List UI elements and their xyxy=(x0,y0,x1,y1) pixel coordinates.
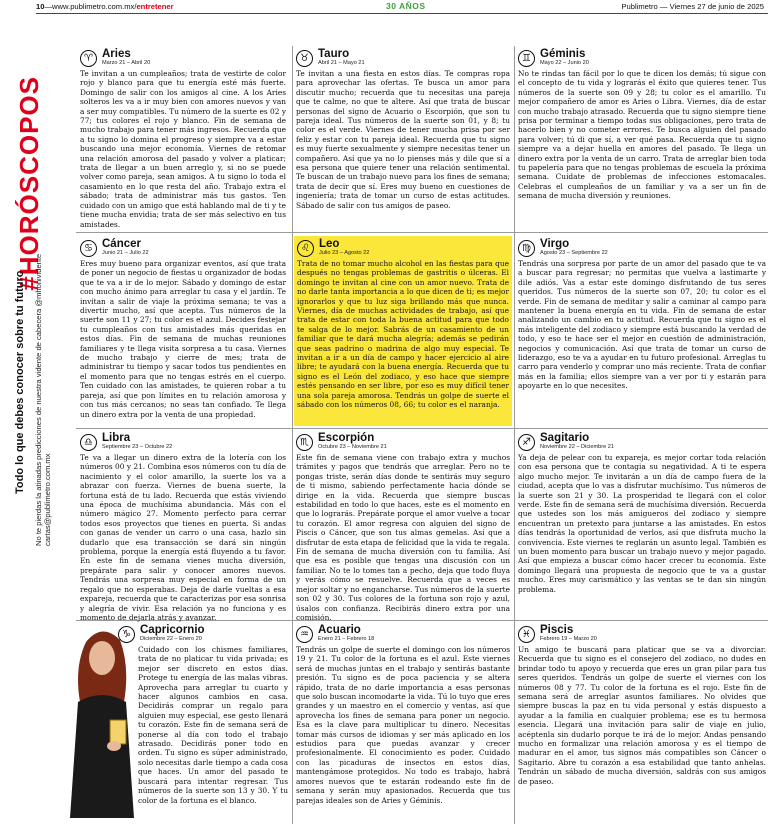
sign-text: No te rindas tan fácil por lo que te dicen los demás; tú sigue con el concepto de tu vida y lograrás el éxito que quieres tener. Tus números de la suerte son 09 y 28; tu color es el amarillo. Tu mejor compañero de amor es Aries o Libra. Viernes, día de estar con mucho trabajo atrasado. Recuerda que tu signo siempre tiene prisa por terminar a tiempo todas sus obligaciones, pero trata de hacerlo bien y no cometer errores. Te busca alguien del pasado para volver; tú di que sí, a ver qué pasa. Recuerda que tu signo siempre va a dejar huella en amores del pasado. Te llega un dinero extra por la venta de un carro. Trata de arreglar bien toda tu papelería para que no tengas problemas de escuela la próxima semana. Cuídate de problemas de infecciones estomacales. Celebras el cumpleaños de un familiar y va a ser un fin de semana de mucha diversión y reuniones. xyxy=(518,69,766,201)
sign-dates: Enero 21 – Febrero 18 xyxy=(318,636,375,642)
sign-dates: Abril 21 – Mayo 21 xyxy=(318,60,365,66)
sign-name: Capricornio xyxy=(140,624,205,636)
sign-card-aries xyxy=(80,48,286,228)
sign-card-piscis xyxy=(518,624,766,824)
sign-header xyxy=(518,238,766,258)
sign-header xyxy=(518,432,766,452)
sign-text: Te va a llegar un dinero extra de la lotería con los números 00 y 21. Combina esos números con tu día de nacimiento y el color amarillo, la suerte los va a abrazar con fuerza. Viernes de buena suerte, la fortuna está de tu lado. Recuerda que estás viviendo una época de muchísima abundancia. Más con el número mágico 27. Momento perfecto para cerrar todos esos proyectos que tienes en puerta. Si andas con ganas de vender un carro o una casa, hazlo sin dudarlo que esa transacción se dará sin ningún problema, porque la energía está fluyendo a tu favor. En este fin de semana vienes mucha diversión, prepárate para salir y conocer amores nuevos. Tendrás una sorpresa muy especial en forma de un regalo que no esperabas. Deja de darle vueltas a esa expareja, recuerda que te caracterizas por esa sonrisa y alegría de vivir. Esa relación ya no funciona y es momento de dejarla atrás y avanzar. xyxy=(80,453,286,622)
row-divider xyxy=(76,232,768,233)
sagittarius-icon: ♐ xyxy=(518,434,535,451)
sign-dates: Noviembre 22 – Diciembre 21 xyxy=(540,444,614,450)
sign-text: Te invitan a un cumpleaños; trata de vestirte de color rojo y blanco para que tu energía esté más fuerte. Domingo de salir con los amigos al cine. A los Aries solteros les va a ir muy bien con amores nuevos y van a ser muy compatibles. Tu número de la suerte es 02 y 77; tus colores el rojo y blanco. Fin de semana de mucho trabajo para tener más ingresos. Recuerda que a tu signo lo domina el progreso y siempre va a estar buscando una mejor economía. Viernes de retomar una relación amorosa del pasado y volver a platicar; trata de llegar a un buen arreglo y, si no se puede volver como pareja, sean amigos. A tu signo lo toda el casamiento en lo que resta del año. Trabajo extra el sábado; trata de administrar más tus gastos. Ten cuidado con un amigo que está hablando mal de ti y te tiene mucha envidia; trata de ser más selectivo en tus amistades. xyxy=(80,69,286,229)
sign-text: Cuidado con los chismes familiares, trata de no platicar tu vida privada; es mejor ser discreto en estos días. Protege tu energía de las malas vibras. Aprovecha para arreglar tu cuarto y hacer algunos cambios en casa. Decidirás comprar un regalo para alguien muy especial, ese gesto llenará tu corazón. Este fin de semana será de ponerse al día con todo el trabajo atrasado. Decidirás poner todo en orden. Tu signo es súper administrado, solo necesitas darle tiempo a cada cosa que haces. Un amor del pasado te buscará para intentar regresar. Tus números de la suerte son 13 y 30. Y tu color de la fortuna es el blanco. xyxy=(138,645,288,805)
sign-name: Tauro xyxy=(318,48,350,60)
sign-name: Escorpión xyxy=(318,432,375,444)
sign-text: Un amigo te buscará para platicar que se va a divorciar. Recuerda que tu signo es el consejero del zodiaco, no dudes en brindar todo tu apoyo y recuerda que eres un gran pilar para tus seres queridos. Tendrás un golpe de suerte el viernes con los números 08 y 77. Tu color de la fortuna es el rojo. Este fin de semana será de arreglar asuntos familiares. No olvides que siempre buscas la paz en tu vida personal y estás dispuesto a ayudar a la familia en cualquier problema; ese es tu hermosa esencia. Llegará una invitación para salir de viaje en julio, acéptenla sin dudarlo porque te irá de lo mejor. Andas pensando mucho en formalizar una relación amorosa y es el tiempo de madurar en el amor, tus signos más compatibles son Cáncer o Sagitario. Abre tu corazón a esa estabilidad que tanto anhelas. Tendrán un sábado de mucha diversión, saldrás con sus amigos de paseo. xyxy=(518,645,766,786)
sign-dates: Diciembre 22 – Enero 20 xyxy=(140,636,202,642)
sign-dates: Febrero 19 – Marzo 20 xyxy=(540,636,597,642)
pisces-icon: ♓ xyxy=(518,626,535,643)
sign-header xyxy=(80,48,286,68)
sign-text: Tendrás una sorpresa por parte de un amor del pasado que te va a buscar para regresar; no permitas que vuelva a lastimarte y dile adiós. Vas a estar este domingo disfrutando de tus seres queridos. Tus números de la suerte son 07, 20; tu color es el verde. Fin de semana de meditar y salir a caminar al campo para mantener la buena energía en tu vida. Fin de semana de estar analizando un cambio en tu actitud. Recuerda que tu signo es el más inteligente del zodiaco y siempre está buscando la verdad de todo, y eso te hace ser el mejor en cuestión de administración, negocios y comunicación. Así que trata de tomar un curso de liderazgo, eso te va a ayudar en tu futuro profesional. Arreglas tu carro para venderlo y comprar uno más reciente. Trata de confiar más en la familia; ellos siempre van a ver por ti y estarán para apoyarte en lo que necesites. xyxy=(518,259,766,391)
sign-header xyxy=(297,238,509,258)
sign-dates: Agosto 23 – Septiembre 22 xyxy=(540,250,608,256)
sign-text: Tendrás un golpe de suerte el domingo con los números 19 y 21. Tu color de la fortuna es el azul. Este viernes será de muchas juntas en el trabajo y sentirás bastante presión. Tu signo es de poca paciencia y se altera rápido, trata de no darle importancia a esas personas que solo buscan incomodarte la vida. Tú lo tuyo que eres grandes y un maestro en el comercio y ventas, así que aprovecha los fines de semana para poner un negocio. Esa es la clave para multiplicar tu dinero. Necesitas tomar más cursos de idiomas y ser más aplicado en los estudios para que puedas avanzar y crecer profesionalmente. El conocimiento es poder. Cuidado con las picaduras de insectos en estos días, mantengámose protegidos. No todo es trabajo, habrá amores nuevos que te estarán rodeando este fin de semana y serán muy apasionados. Recuerda que tus parejas ideales son de Aries y Géminis. xyxy=(296,645,510,805)
column-divider xyxy=(514,46,515,626)
sign-dates: Octubre 23 – Noviembre 21 xyxy=(318,444,387,450)
sign-header xyxy=(518,48,766,68)
header-left xyxy=(36,2,174,11)
sign-header xyxy=(80,238,286,258)
section-headline: Todo lo que debes conocer sobre tu futuro xyxy=(14,270,26,494)
sign-card-leo xyxy=(294,236,512,426)
sign-name: Sagitario xyxy=(540,432,590,444)
sign-dates: Junio 21 – Julio 22 xyxy=(102,250,149,256)
column-divider xyxy=(514,624,515,824)
sign-card-capricornio xyxy=(118,624,288,824)
sign-header xyxy=(296,48,510,68)
sign-name: Leo xyxy=(319,238,340,250)
anniversary-logo: 30 AÑOS xyxy=(386,1,426,11)
sidebar xyxy=(0,16,72,833)
sign-card-cancer xyxy=(80,238,286,424)
sign-header xyxy=(296,624,510,644)
section-note: No te pierdas la atinadas predicciones de nuestra vidente de cabecera @mhonividente cartas@publimetro.com.mx xyxy=(34,253,52,546)
sign-card-libra xyxy=(80,432,286,622)
row-divider xyxy=(76,428,768,429)
sign-dates: Septiembre 23 – Octubre 22 xyxy=(102,444,173,450)
scorpio-icon: ♏ xyxy=(296,434,313,451)
cancer-icon: ♋ xyxy=(80,240,97,257)
virgo-icon: ♍ xyxy=(518,240,535,257)
aries-icon: ♈ xyxy=(80,50,97,67)
sign-name: Libra xyxy=(102,432,131,444)
publication-date: Publimetro — Viernes 27 de junio de 2025 xyxy=(621,2,764,11)
leo-icon: ♌ xyxy=(297,240,314,257)
page-header xyxy=(36,0,768,14)
sign-text: Este fin de semana viene con trabajo extra y muchos trámites y pagos que tendrás que arreglar. Pero no te pongas triste, serán días donde te sentirás muy seguro de ti mismo, sabiendo perfectamente hacia dónde se dirige en la vida. Recuerda que siempre buscas estabilidad en todo lo que haces, este es el momento en que lo lograrás. Prepárate porque el amor vuelve a tocar tu corazón. El amor regresa con alguien del signo de Piscis o Cáncer, que son tus almas gemelas. Así que a disfrutar de esta etapa de felicidad que la vida te regala. Fin de semana de mucha diversión con tu familia. Así que esa es posible que tengas una discusión con un familiar. No te lo tomes tan a pecho, deja que todo fluya y verás cómo se resuelve. Recuerda que a veces es mejor soltar y no engancharse. Tus números de la suerte son 02 y 30. Tus colores de la fortuna son rojo y azul, úsalos con confianza. Recibirás dinero extra por una comisión. xyxy=(296,453,510,622)
column-divider xyxy=(292,624,293,824)
sign-header xyxy=(296,432,510,452)
sign-card-tauro xyxy=(296,48,510,228)
libra-icon: ♎ xyxy=(80,434,97,451)
sign-dates: Marzo 21 – Abril 20 xyxy=(102,60,151,66)
sign-header xyxy=(518,624,766,644)
sign-card-geminis xyxy=(518,48,766,228)
sign-name: Aries xyxy=(102,48,131,60)
sign-card-escorpion xyxy=(296,432,510,622)
sign-dates: Julio 23 – Agosto 22 xyxy=(319,250,370,256)
site-url: —www.publimetro.com.mx/ xyxy=(44,2,137,11)
gemini-icon: ♊ xyxy=(518,50,535,67)
sign-card-virgo xyxy=(518,238,766,424)
sign-header xyxy=(80,432,286,452)
sign-dates: Mayo 22 – Junio 20 xyxy=(540,60,589,66)
sign-text: Trata de no tomar mucho alcohol en las fiestas para que después no tengas problemas de gastritis o úlceras. El domingo te invitan al cine con un amor nuevo. Trata de no darle tanta importancia a lo que dicen de ti; es mejor ignorarlos y que tu luz siga brillando más que nunca. Viernes, día de muchas actividades de trabajo, así que trata de estar con toda la buena actitud para que todo te salga de lo mejor. Sabrás de un casamiento de un familiar que te dará mucha alegría; además se pedirán que seas padrino o madrina de algo muy especial. Te invitan a ir a un día de campo y hacer ejercicio al aire libre; te ayudará con la buena energía. Recuerda que tu signo es el León del zodiaco, y eso hace que siempre estés pensando en ser libre, por eso es muy difícil tener una sola pareja amorosa. Tendrás un golpe de suerte el sábado con los números 08, 66; tu color es el naranja. xyxy=(297,259,509,410)
sign-name: Piscis xyxy=(540,624,574,636)
sign-name: Acuario xyxy=(318,624,361,636)
section-title: #HORÓSCOPOS xyxy=(14,76,44,291)
taurus-icon: ♉ xyxy=(296,50,313,67)
sign-header xyxy=(118,624,288,644)
aquarius-icon: ♒ xyxy=(296,626,313,643)
sign-name: Cáncer xyxy=(102,238,141,250)
page-number: 10 xyxy=(36,2,45,11)
section-name: entretener xyxy=(136,2,174,11)
sign-name: Géminis xyxy=(540,48,586,60)
sign-name: Virgo xyxy=(540,238,570,250)
sign-text: Ya deja de pelear con tu expareja, es mejor cortar toda relación con esa persona que te contagia su negatividad. A ti te espera algo mucho mejor. Te invitarán a un día de campo fuera de la ciudad, acepta que lo vas a disfrutar muchísimo. Tus números de la suerte son 21 y 30. La prosperidad te llegará con el color verde. Este fin de semana será de muchísima diversión. Recuerda que ustedes son los más amigueros del zodiaco y siempre encuentran un pretexto para juntarse a las amistades. En estos días tendrás la oportunidad de verlos, así que disfruta mucho la convivencia. Este viernes te reglarán un asunto legal. También es un buen momento para buscar un trabajo nuevo y mejor pagado. Así que empieza a buscar cómo hacer crecer tu economía. Este domingo llegará una propuesta de negocio que te va a gustar mucho. Eres muy carismático y las ventas se te dan sin ningún problema. xyxy=(518,453,766,594)
capricorn-icon: ♑ xyxy=(118,626,135,643)
sign-card-acuario xyxy=(296,624,510,824)
column-divider xyxy=(292,46,293,626)
sign-text: Eres muy bueno para organizar eventos, así que trata de poner un negocio de fiestas u organizador de bodas que te va a ir de lo mejor. Sábado y domingo de estar con mucho ánimo para arreglar tu casa y el jardín. Te invitan a salir de viaje la próxima semana; te vas a divertir mucho, así que acepta. Tus números de la suerte son 11 y 27; tu color es el azul. Decides festejar tu cumpleaños con tus amistades más queridas en estos días. Fin de semana de muchas reuniones familiares y te llega visita sorpresa a tu casa. Viernes de mucho trabajo y cierre de mes; trata de administrar tu tiempo y sacar todos tus pendientes en el momento para que no tengas estrés en el cuerpo. Ten cuidado con las amistades, te quieren robar a tu pareja, así que pon límites en tu relación amorosa y con tus más cercanos; no seas tan confiado. Te llega un dinero extra por la venta de una propiedad. xyxy=(80,259,286,419)
sign-card-sagitario xyxy=(518,432,766,616)
sign-text: Te invitan a una fiesta en estos días. Te compras ropa para aprovechar las ofertas. Te busca un amor para discutir mucho; recuerda que tu necesitas una pareja que te calme, no que te altere. Así que trata de buscar personas del signo de Acuario o Escorpión, que son tu pareja ideal. Tus números de la suerte son 01, y 8; tu color es el verde. Viernes de tener mucha prisa por ser feliz y estar con tu pareja ideal. Recuerda que tu signo es muy fuerte sexualmente y siempre necesitas tener un compañero. Así que ya no lo pienses más y dile que sí a esa persona que quiere tener una relación sentimental. Te buscan de un trabajo nuevo para los fines de semana; trata de decir que sí. Eres muy bueno en cuestiones de ingeniería; trata de tomar un curso de estas actitudes. Sábado de salir con tus amigos de paseo. xyxy=(296,69,510,210)
